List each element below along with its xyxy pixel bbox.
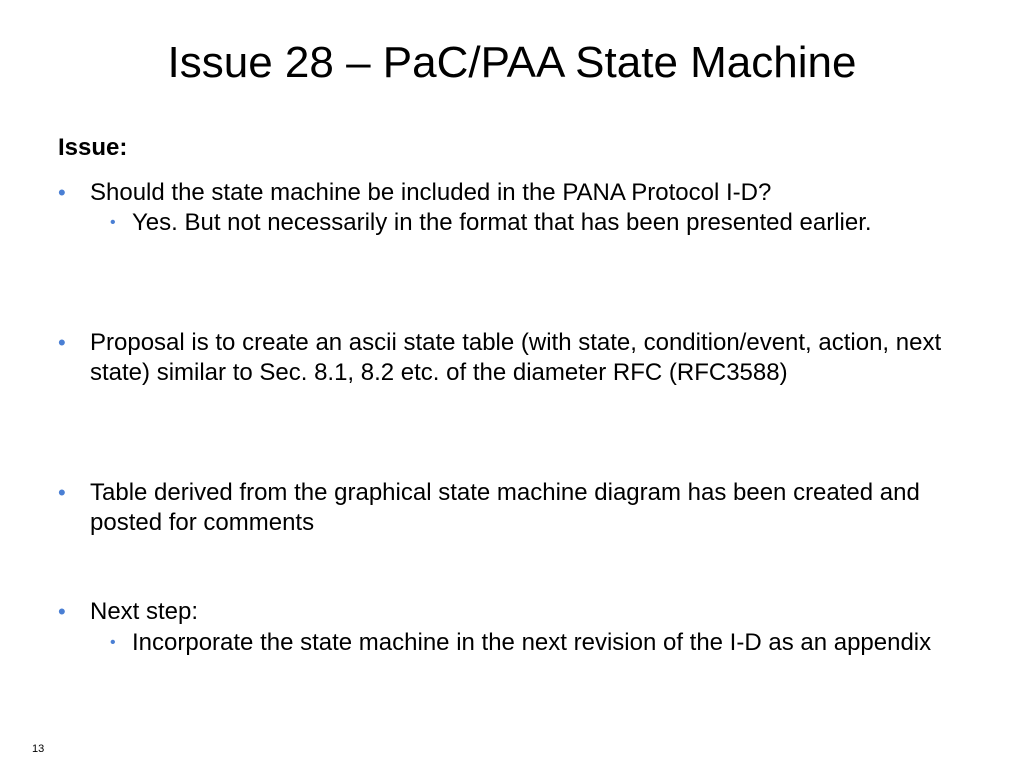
- bullet-text: Should the state machine be included in the PANA Protocol I-D?: [90, 179, 772, 206]
- bullet-text: Next step:: [90, 598, 199, 625]
- bullet-text: Table derived from the graphical state machine diagram has been created and posted for comments: [90, 479, 920, 536]
- slide-title: Issue 28 – PaC/PAA State Machine: [167, 38, 857, 87]
- bullet-icon: •: [58, 330, 66, 355]
- bullet-icon: •: [58, 180, 66, 205]
- bullet-icon: •: [58, 599, 66, 624]
- subbullet-icon: •: [110, 214, 116, 231]
- subbullet-icon: •: [110, 634, 116, 651]
- subbullet-text: Yes. But not necessarily in the format that has been presented earlier.: [132, 209, 872, 236]
- subbullet-text: Incorporate the state machine in the next revision of the I-D as an appendix: [132, 629, 932, 656]
- slide-number: 13: [32, 743, 45, 755]
- bullet-icon: •: [58, 480, 66, 505]
- issue-heading: Issue:: [58, 134, 128, 161]
- bullet-text: Proposal is to create an ascii state table (with state, condition/event, action, next state) similar to Sec. 8.1, 8.2 etc. of the diameter RFC (RFC3588): [90, 329, 942, 386]
